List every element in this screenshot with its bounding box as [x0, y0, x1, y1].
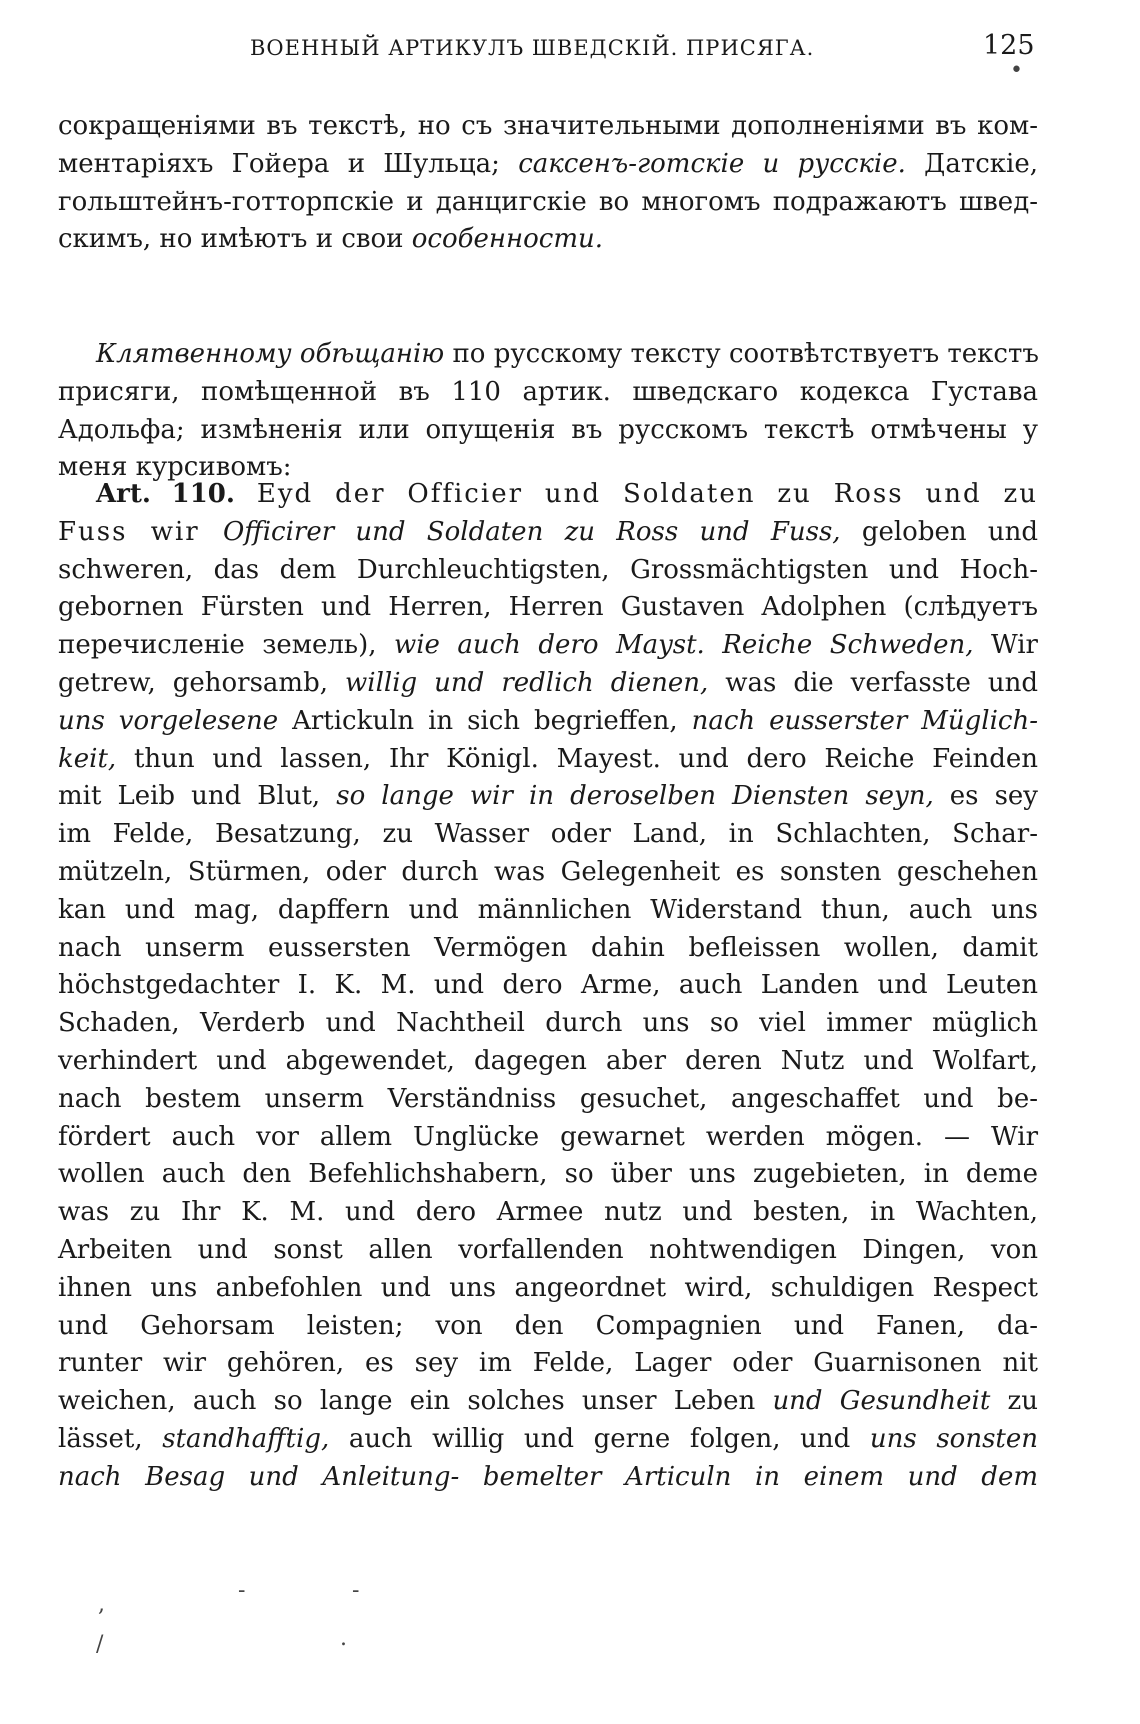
text-line: schweren, das dem Durchleuchtigsten, Grossmächtigsten und Hoch- — [58, 554, 1038, 585]
italic-emphasis: willig und redlich dienen, — [345, 667, 709, 698]
text-line: Fuss wir Officirer und Soldaten zu Ross und Fuss, geloben und — [58, 516, 1038, 547]
text-line: присяги, помѣщенной въ 110 артик. шведскаго кодекса Густава — [58, 376, 1038, 407]
text-line: getrew, gehorsamb, willig und redlich dienen, was die verfasste und — [58, 667, 1038, 698]
text-line: ihnen uns anbefohlen und uns angeordnet wird, schuldigen Respect — [58, 1272, 1038, 1303]
italic-emphasis: Officirer und Soldaten zu Ross und Fuss, — [222, 516, 841, 547]
italic-emphasis: keit, — [58, 743, 117, 774]
text-line: mit Leib und Blut, so lange wir in deroselben Diensten seyn, es sey — [58, 781, 1038, 812]
text-line: Arbeiten und sonst allen vorfallenden nohtwendigen Dingen, von — [58, 1234, 1038, 1265]
text-line: nach bestem unserm Verständniss gesuchet, angeschaffet und be- — [58, 1083, 1038, 1114]
text-line: Art. 110. Eyd der Officier und Soldaten zu Ross und zu — [96, 479, 1039, 509]
print-speck: - — [352, 1578, 360, 1603]
text-line: uns vorgelesene Artickuln in sich begrieffen, nach eusserster Müglich- — [58, 705, 1038, 736]
text-line: скимъ, но имѣютъ и свои особенности. — [58, 224, 604, 255]
paragraph-continuation — [58, 108, 1038, 259]
italic-emphasis: саксенъ-готскіе и русскіе. — [518, 148, 906, 179]
text-line: gebornen Fürsten und Herren, Herren Gustaven Adolphen (слѣдуетъ — [58, 592, 1038, 623]
text-line: mützeln, Stürmen, oder durch was Gelegenheit es sonsten geschehen — [58, 856, 1038, 887]
text-line: Schaden, Verderb und Nachtheil durch uns so viel immer müglich — [58, 1008, 1038, 1039]
article-110-quote — [58, 476, 1038, 1497]
text-line: Адольфа; измѣненія или опущенія въ русскомъ текстѣ отмѣчены у — [58, 414, 1038, 445]
text-line: nach Besag und Anleitung- bemelter Articuln in einem und dem — [58, 1461, 1038, 1492]
text-line: меня курсивомъ: — [58, 452, 292, 483]
text-line: гольштейнъ-готторпскіе и данцигскіе во многомъ подражаютъ швед- — [58, 186, 1038, 217]
print-speck: . — [340, 1626, 347, 1651]
text-line: lässet, standhafftig, auch willig und gerne folgen, und uns sonsten — [58, 1423, 1038, 1454]
print-speck: • — [1010, 58, 1023, 83]
italic-emphasis: uns sonsten — [869, 1423, 1038, 1454]
text-line: im Felde, Besatzung, zu Wasser oder Land, in Schlachten, Schar- — [58, 819, 1038, 850]
article-label: Art. 110. — [96, 479, 235, 509]
italic-emphasis: uns vorgelesene — [58, 705, 279, 736]
print-speck: - — [238, 1578, 246, 1603]
text-line: kan und mag, dapffern und männlichen Widerstand thun, auch uns — [58, 894, 1038, 925]
italic-emphasis: und Gesundheit — [772, 1386, 991, 1417]
paragraph-oath-intro — [58, 336, 1038, 487]
text-line: weichen, auch so lange ein solches unser Leben und Gesundheit zu — [58, 1386, 1038, 1417]
text-line: Клятвенному обѣщанію по русскому тексту соотвѣтствуетъ текстъ — [96, 339, 1039, 369]
text-line: nach unserm eussersten Vermögen dahin befleissen wollen, damit — [58, 932, 1038, 963]
italic-emphasis: особенности. — [411, 224, 604, 255]
text-line: runter wir gehören, es sey im Felde, Lager oder Guarnisonen nit — [58, 1348, 1038, 1379]
running-title: ВОЕННЫЙ АРТИКУЛЪ ШВЕДСКІЙ. ПРИСЯГА. — [250, 36, 815, 60]
text-line: und Gehorsam leisten; von den Compagnien und Fanen, da- — [58, 1310, 1038, 1341]
text-line: keit, thun und lassen, Ihr Königl. Mayest. und dero Reiche Feinden — [58, 743, 1038, 774]
italic-emphasis: nach eusserster Müglich- — [691, 705, 1038, 736]
italic-emphasis: Клятвенному обѣщанію — [96, 339, 445, 369]
text-line: wollen auch den Befehlichshabern, so über uns zugebieten, in deme — [58, 1159, 1038, 1190]
italic-emphasis: standhafftig, — [162, 1423, 330, 1454]
text-line: was zu Ihr K. M. und dero Armee nutz und besten, in Wachten, — [58, 1197, 1038, 1228]
text-line: höchstgedachter I. K. M. und dero Arme, auch Landen und Leuten — [58, 970, 1038, 1001]
page-number: 125 — [983, 30, 1035, 61]
print-speck: , — [98, 1592, 105, 1617]
text-line: verhindert und abgewendet, dagegen aber deren Nutz und Wolfart, — [58, 1045, 1038, 1076]
text-line: ментаріяхъ Гойера и Шульца; саксенъ-готскіе и русскіе. Датскіе, — [58, 148, 1038, 179]
italic-emphasis: wie auch dero Mayst. Reiche Schweden, — [393, 630, 974, 661]
text-line: сокращеніями въ текстѣ, но съ значительными дополненіями въ ком- — [58, 111, 1038, 141]
text-line: fördert auch vor allem Unglücke gewarnet werden mögen. — Wir — [58, 1121, 1038, 1152]
italic-emphasis: so lange wir in deroselben Diensten seyn, — [336, 781, 934, 812]
text-line: перечисленіе земель), wie auch dero Mayst. Reiche Schweden, Wir — [58, 630, 1038, 661]
print-speck: / — [96, 1632, 104, 1657]
